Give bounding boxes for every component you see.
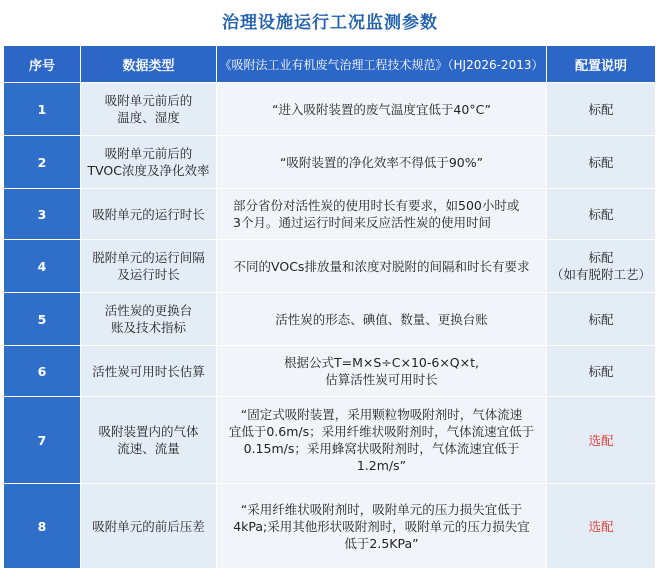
row-index: 5 [4,293,81,346]
row-index: 4 [4,240,81,293]
row-standard-text: “固定式吸附装置，采用颗粒物吸附剂时，气体流速 宜低于0.6m/s；采用纤维状吸附剂时，气体流速宜低于 0.15m/s；采用蜂窝状吸附剂时，气体流速宜低于 1.2m/s” [217,397,547,484]
row-standard-text: 活性炭的形态、碘值、数量、更换台账 [217,293,547,346]
table-row [4,397,656,484]
row-index: 7 [4,397,81,484]
row-index: 6 [4,346,81,397]
row-config-note: 选配 [547,484,656,569]
row-standard-text: “进入吸附装置的废气温度宜低于40°C” [217,83,547,136]
table-row [4,189,656,240]
row-data-type: 吸附单元的前后压差 [81,484,217,569]
table-row [4,240,656,293]
header-data-type: 数据类型 [81,46,217,83]
row-index: 8 [4,484,81,569]
row-config-note: 标配 [547,83,656,136]
row-config-note: 标配 [547,136,656,189]
header-config-note: 配置说明 [547,46,656,83]
row-standard-text: 根据公式T=M×S÷C×10-6×Q×t, 估算活性炭可用时长 [217,346,547,397]
table-row [4,346,656,397]
row-standard-text: 部分省份对活性炭的使用时长有要求，如500小时或 3个月。通过运行时间来反应活性炭的使用时间 [217,189,547,240]
row-data-type: 吸附单元前后的 TVOC浓度及净化效率 [81,136,217,189]
row-data-type: 吸附单元的运行时长 [81,189,217,240]
table-row [4,484,656,569]
row-index: 1 [4,83,81,136]
row-config-note: 选配 [547,397,656,484]
row-data-type: 活性炭的更换台 账及技术指标 [81,293,217,346]
row-config-note: 标配 [547,189,656,240]
row-config-note: 标配 [547,293,656,346]
header-standard: 《吸附法工业有机废气治理工程技术规范》（HJ2026-2013） [217,46,547,83]
row-standard-text: “吸附装置的净化效率不得低于90%” [217,136,547,189]
parameter-table [4,46,656,569]
table-row [4,293,656,346]
table-row [4,136,656,189]
row-config-note: 标配 （如有脱附工艺） [547,240,656,293]
table-row [4,83,656,136]
row-standard-text: “采用纤维状吸附剂时，吸附单元的压力损失宜低于 4kPa;采用其他形状吸附剂时，吸附单元的压力损失宜 低于2.5KPa” [217,484,547,569]
row-standard-text: 不同的VOCs排放量和浓度对脱附的间隔和时长有要求 [217,240,547,293]
page-title: 治理设施运行工况监测参数 [222,13,438,33]
row-data-type: 吸附单元前后的 温度、湿度 [81,83,217,136]
row-index: 2 [4,136,81,189]
row-data-type: 吸附装置内的气体 流速、流量 [81,397,217,484]
row-data-type: 脱附单元的运行间隔 及运行时长 [81,240,217,293]
table-header-row [4,46,656,83]
header-index: 序号 [4,46,81,83]
row-data-type: 活性炭可用时长估算 [81,346,217,397]
row-index: 3 [4,189,81,240]
row-config-note: 标配 [547,346,656,397]
